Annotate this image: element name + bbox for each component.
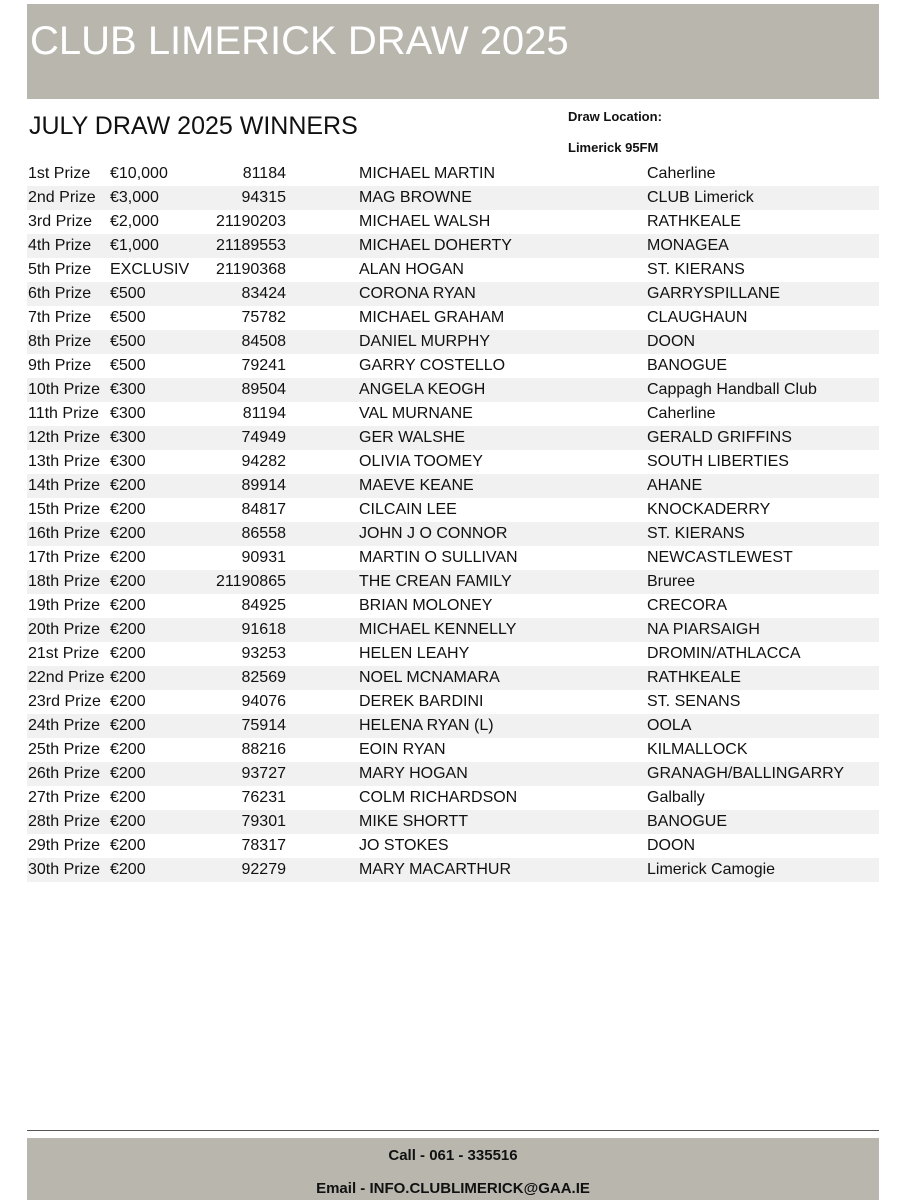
prize-place: 1st Prize [28,165,91,182]
table-row [27,282,879,306]
prize-amount: €200 [110,621,146,638]
prize-place: 28th Prize [28,813,101,830]
prize-place: 25th Prize [28,741,101,758]
prize-place: 21st Prize [28,645,100,662]
winner-name: DANIEL MURPHY [359,333,490,350]
winner-name: MICHAEL KENNELLY [359,621,517,638]
winner-club: ST. SENANS [647,693,741,710]
ticket-number: 89914 [241,477,286,494]
table-row [27,690,879,714]
prize-place: 15th Prize [28,501,101,518]
draw-location-value: Limerick 95FM [568,140,659,155]
winner-name: CILCAIN LEE [359,501,457,518]
prize-amount: €200 [110,549,146,566]
table-row [27,258,879,282]
winner-club: DOON [647,837,695,854]
table-row [27,858,879,882]
winner-club: NEWCASTLEWEST [647,549,793,566]
table-row [27,426,879,450]
ticket-number: 89504 [241,381,286,398]
prize-amount: €300 [110,381,146,398]
winner-name: BRIAN MOLONEY [359,597,493,614]
ticket-number: 21190368 [216,261,286,278]
winner-name: GARRY COSTELLO [359,357,506,374]
table-row [27,714,879,738]
prize-place: 13th Prize [28,453,101,470]
winner-name: ANGELA KEOGH [359,381,486,398]
prize-place: 24th Prize [28,717,101,734]
ticket-number: 79301 [241,813,286,830]
winner-club: Cappagh Handball Club [647,381,817,398]
prize-place: 2nd Prize [28,189,96,206]
winner-club: DOON [647,333,695,350]
prize-amount: €200 [110,813,146,830]
prize-amount: €200 [110,861,146,878]
table-row [27,642,879,666]
prize-place: 26th Prize [28,765,101,782]
winners-table [27,162,879,882]
table-row [27,210,879,234]
winner-name: MICHAEL GRAHAM [359,309,505,326]
prize-amount: €200 [110,693,146,710]
prize-amount: €200 [110,669,146,686]
winner-club: Galbally [647,789,705,806]
winner-club: GERALD GRIFFINS [647,429,792,446]
prize-amount: €200 [110,645,146,662]
table-row [27,498,879,522]
prize-amount: €200 [110,741,146,758]
ticket-number: 88216 [241,741,286,758]
prize-amount: €500 [110,333,146,350]
prize-place: 30th Prize [28,861,101,878]
ticket-number: 94282 [241,453,286,470]
prize-amount: €500 [110,309,146,326]
winner-club: Limerick Camogie [647,861,776,878]
prize-place: 29th Prize [28,837,101,854]
prize-amount: €1,000 [110,237,159,254]
footer-call: Call - 061 - 335516 [388,1147,518,1164]
table-row [27,378,879,402]
ticket-number: 91618 [241,621,286,638]
ticket-number: 84817 [241,501,286,518]
winner-club: MONAGEA [647,237,729,254]
winner-club: KILMALLOCK [647,741,748,758]
winner-name: EOIN RYAN [359,741,446,758]
prize-place: 12th Prize [28,429,101,446]
ticket-number: 92279 [241,861,286,878]
footer-divider [27,1130,879,1131]
table-row [27,162,879,186]
prize-place: 9th Prize [28,357,92,374]
prize-place: 22nd Prize [28,669,105,686]
winner-club: CLUB Limerick [647,189,754,206]
prize-place: 6th Prize [28,285,92,302]
winner-club: OOLA [647,717,692,734]
prize-amount: €200 [110,477,146,494]
prize-amount: €200 [110,717,146,734]
table-row [27,450,879,474]
winner-club: CLAUGHAUN [647,309,748,326]
table-row [27,186,879,210]
prize-place: 20th Prize [28,621,101,638]
winner-club: AHANE [647,477,703,494]
prize-amount: €500 [110,357,146,374]
ticket-number: 81184 [242,165,286,182]
prize-place: 4th Prize [28,237,92,254]
prize-place: 14th Prize [28,477,101,494]
winner-name: MICHAEL DOHERTY [359,237,512,254]
prize-place: 23rd Prize [28,693,101,710]
table-row [27,786,879,810]
table-row [27,834,879,858]
table-row [27,570,879,594]
ticket-number: 86558 [241,525,286,542]
ticket-number: 75782 [241,309,286,326]
table-row [27,618,879,642]
winner-club: RATHKEALE [647,669,741,686]
table-row [27,306,879,330]
table-row [27,474,879,498]
prize-amount: €300 [110,453,146,470]
prize-amount: €200 [110,837,146,854]
ticket-number: 83424 [241,285,286,302]
table-row [27,402,879,426]
winner-name: MICHAEL WALSH [359,213,491,230]
table-row [27,522,879,546]
prize-place: 16th Prize [28,525,101,542]
winner-club: GARRYSPILLANE [647,285,781,302]
winner-name: CORONA RYAN [359,285,476,302]
winner-club: Caherline [647,405,716,422]
draw-location-label: Draw Location: [568,109,662,124]
winner-club: NA PIARSAIGH [647,621,760,638]
prize-amount: €200 [110,789,146,806]
winner-club: ST. KIERANS [647,525,745,542]
prize-place: 17th Prize [28,549,101,566]
table-row [27,762,879,786]
winner-name: HELENA RYAN (L) [359,717,494,734]
ticket-number: 94076 [241,693,286,710]
winner-name: VAL MURNANE [359,405,473,422]
table-row [27,594,879,618]
prize-place: 18th Prize [28,573,101,590]
prize-amount: €200 [110,573,146,590]
winner-club: ST. KIERANS [647,261,745,278]
winner-name: HELEN LEAHY [359,645,470,662]
prize-place: 10th Prize [28,381,101,398]
prize-amount: €2,000 [110,213,159,230]
winner-name: THE CREAN FAMILY [359,573,512,590]
ticket-number: 75914 [241,717,286,734]
ticket-number: 90931 [241,549,286,566]
ticket-number: 21190203 [216,213,286,230]
winner-name: MIKE SHORTT [359,813,469,830]
table-row [27,234,879,258]
prize-place: 3rd Prize [28,213,93,230]
ticket-number: 94315 [241,189,286,206]
winner-name: MAEVE KEANE [359,477,474,494]
winner-club: DROMIN/ATHLACCA [647,645,801,662]
ticket-number: 78317 [241,837,286,854]
prize-amount: €300 [110,429,146,446]
ticket-number: 76231 [241,789,286,806]
prize-place: 7th Prize [28,309,92,326]
ticket-number: 93253 [241,645,286,662]
table-row [27,546,879,570]
prize-amount: €10,000 [110,165,168,182]
ticket-number: 93727 [241,765,286,782]
table-row [27,330,879,354]
footer-email: Email - INFO.CLUBLIMERICK@GAA.IE [316,1180,590,1197]
winner-name: MICHAEL MARTIN [359,165,496,182]
table-row [27,354,879,378]
prize-amount: €200 [110,525,146,542]
ticket-number: 21189553 [216,237,286,254]
winner-name: GER WALSHE [359,429,466,446]
header-banner [27,4,879,99]
prize-amount: €200 [110,501,146,518]
winner-name: NOEL MCNAMARA [359,669,500,686]
winner-name: ALAN HOGAN [359,261,464,278]
winner-name: OLIVIA TOOMEY [359,453,483,470]
table-row [27,810,879,834]
ticket-number: 79241 [241,357,286,374]
prize-place: 5th Prize [28,261,92,278]
footer-banner [27,1138,879,1200]
prize-place: 27th Prize [28,789,101,806]
winner-club: KNOCKADERRY [647,501,771,518]
winner-club: Caherline [647,165,716,182]
winner-name: MAG BROWNE [359,189,472,206]
ticket-number: 74949 [241,429,286,446]
winner-club: SOUTH LIBERTIES [647,453,789,470]
winner-name: MARY HOGAN [359,765,468,782]
prize-amount: €3,000 [110,189,159,206]
winner-club: Bruree [647,573,696,590]
winner-club: RATHKEALE [647,213,741,230]
winner-club: GRANAGH/BALLINGARRY [647,765,845,782]
prize-amount: EXCLUSIV [110,261,190,278]
prize-place: 11th Prize [28,405,99,422]
ticket-number: 82569 [241,669,286,686]
table-row [27,666,879,690]
ticket-number: 81194 [242,405,286,422]
winner-name: JOHN J O CONNOR [359,525,508,542]
winner-club: BANOGUE [647,357,728,374]
table-row [27,738,879,762]
prize-place: 8th Prize [28,333,92,350]
prize-amount: €200 [110,597,146,614]
winner-club: CRECORA [647,597,728,614]
ticket-number: 84925 [241,597,286,614]
section-title: JULY DRAW 2025 WINNERS [29,112,358,140]
winner-name: COLM RICHARDSON [359,789,518,806]
winner-club: BANOGUE [647,813,728,830]
ticket-number: 84508 [241,333,286,350]
winner-name: MARTIN O SULLIVAN [359,549,518,566]
prize-place: 19th Prize [28,597,101,614]
winner-name: JO STOKES [359,837,449,854]
page-title: CLUB LIMERICK DRAW 2025 [30,19,569,63]
prize-amount: €300 [110,405,146,422]
prize-amount: €200 [110,765,146,782]
winner-name: MARY MACARTHUR [359,861,512,878]
winner-name: DEREK BARDINI [359,693,484,710]
ticket-number: 21190865 [216,573,286,590]
prize-amount: €500 [110,285,146,302]
